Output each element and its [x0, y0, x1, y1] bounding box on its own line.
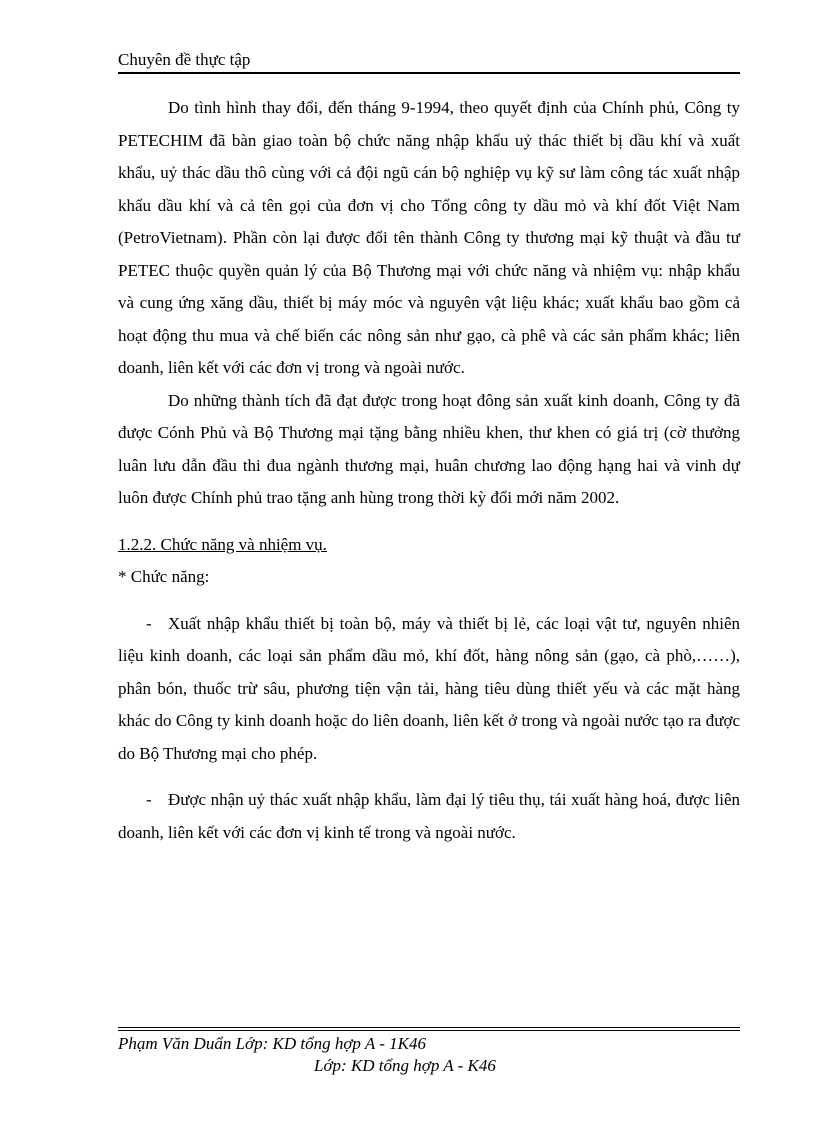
subheading: * Chức năng:: [118, 567, 210, 586]
section-title-text: 1.2.2. Chức năng và nhiệm vụ.: [118, 534, 327, 554]
footer-divider: [118, 1027, 740, 1028]
page-header: [118, 50, 740, 74]
list-item-text: Được nhận uỷ thác xuất nhập khẩu, làm đại lý tiêu thụ, tái xuất hàng hoá, được liên doanh, liên kết với các đơn vị kinh tế trong và ngoài nước.: [118, 790, 740, 842]
paragraph-2: Do những thành tích đã đạt được trong hoạt đông sản xuất kinh doanh, Công ty đã được Cónh Phủ và Bộ Thương mại tặng bằng nhiều khen, thư khen có giá trị (cờ thưởng luân lưu dẫn đầu thi đua ngành thương mại, huân chương lao động hạng hai và vinh dự luôn được Chính phủ trao tặng anh hùng trong thời kỳ đổi mới năm 2002.: [118, 390, 740, 507]
footer-author: Phạm Văn Duẩn Lớp: KD tổng hợp A - 1K46: [118, 1034, 426, 1053]
document-body: [118, 92, 740, 849]
list-item-text: Xuất nhập khẩu thiết bị toàn bộ, máy và thiết bị lẻ, các loại vật tư, nguyên nhiên liệu kinh doanh, các loại sản phẩm dầu mỏ, khí đốt, hàng nông sản (gạo, cà phò,……), phân bón, thuốc trừ sâu, phương tiện vận tải, hàng tiêu dùng thiết yếu và các mặt hàng khác do Công ty kinh doanh hoặc do liên doanh, liên kết ở trong và ngoài nước tạo ra được do Bộ Thương mại cho phép.: [118, 613, 740, 763]
header-title: Chuyên đề thực tập: [118, 50, 251, 69]
section-title: [118, 529, 740, 562]
list-item: [118, 608, 740, 771]
list-item: [118, 784, 740, 849]
paragraph-1: Do tình hình thay đổi, đến tháng 9-1994, theo quyết định của Chính phủ, Công ty PETECHIM đã bàn giao toàn bộ chức năng nhập khẩu uỷ thác thiết bị dầu khí và xuất khẩu, uỷ thác dầu thô cùng với cả đội ngũ cán bộ nghiệp vụ kỹ sư làm công tác xuất nhập khẩu dầu khí và cả tên gọi của đơn vị cho Tổng công ty dầu mỏ và khí đốt Việt Nam (PetroVietnam). Phần còn lại được đổi tên thành Công ty thương mại kỹ thuật và đầu tư PETEC thuộc quyền quản lý của Bộ Thương mại với chức năng và nhiệm vụ: nhập khẩu và cung ứng xăng dầu, thiết bị máy móc và nguyên vật liệu khác; xuất khẩu bao gồm cả hoạt động thu mua và chế biến các nông sản như gạo, cà phê và các sản phẩm khác; liên doanh, liên kết với các đơn vị trong và ngoài nước.: [118, 98, 740, 377]
footer-divider: [118, 1030, 740, 1031]
dash-bullet: -: [146, 613, 152, 633]
dash-bullet: -: [146, 790, 152, 809]
footer-class: Lớp: KD tổng hợp A - K46: [314, 1056, 496, 1075]
